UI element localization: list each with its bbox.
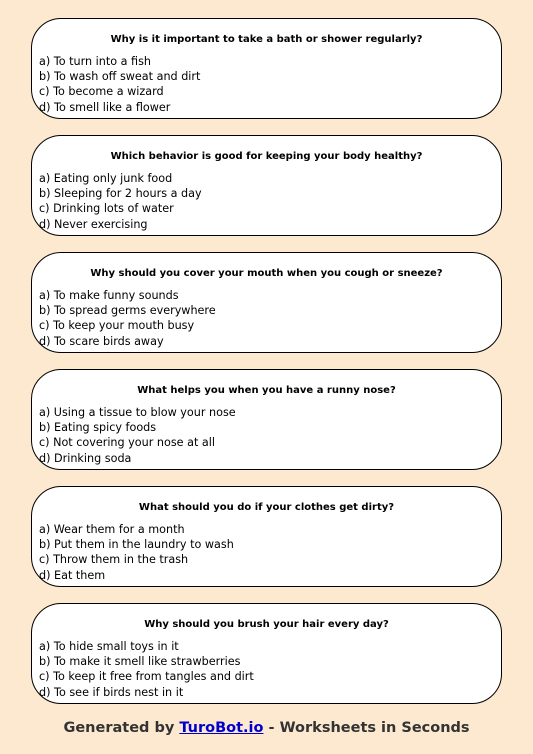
option-list [39, 405, 236, 466]
question-text: Why should you brush your hair every day? [144, 619, 389, 630]
question-card [31, 18, 502, 119]
option-d: d) Drinking soda [39, 451, 132, 465]
option-c: c) Drinking lots of water [39, 202, 174, 216]
question-text: What should you do if your clothes get dirty? [138, 502, 395, 513]
option-list [39, 288, 216, 349]
option-c: c) Throw them in the trash [39, 553, 189, 567]
question-card [31, 369, 502, 470]
option-list [39, 54, 200, 115]
option-d: d) Never exercising [39, 217, 148, 231]
option-d: d) To see if birds nest in it [39, 685, 184, 699]
turobot-link[interactable]: TuroBot.io [179, 720, 264, 736]
option-c: c) To keep your mouth busy [39, 319, 195, 333]
question-text: Why should you cover your mouth when you cough or sneeze? [90, 268, 443, 279]
option-a: a) To hide small toys in it [39, 640, 179, 653]
option-b: b) Put them in the laundry to wash [39, 538, 234, 552]
option-b: b) To spread germs everywhere [39, 304, 216, 318]
option-d: d) Eat them [39, 568, 106, 582]
option-list [39, 522, 234, 583]
option-d: d) To smell like a flower [39, 100, 171, 114]
question-card [31, 135, 502, 236]
option-c: c) To become a wizard [39, 85, 164, 99]
question-card [31, 486, 502, 587]
footer-prefix: Generated by [63, 720, 180, 736]
question-text: What helps you when you have a runny nose? [137, 385, 396, 396]
option-a: a) To turn into a fish [39, 55, 151, 68]
option-b: b) Eating spicy foods [39, 421, 157, 435]
option-c: c) Not covering your nose at all [39, 436, 215, 450]
option-a: a) Using a tissue to blow your nose [39, 406, 236, 419]
option-b: b) To make it smell like strawberries [39, 655, 241, 669]
option-d: d) To scare birds away [39, 334, 164, 348]
option-list [39, 171, 202, 232]
option-b: b) Sleeping for 2 hours a day [39, 187, 202, 201]
question-text: Why is it important to take a bath or shower regularly? [110, 34, 423, 45]
option-a: a) To make funny sounds [39, 289, 179, 302]
question-text: Which behavior is good for keeping your body healthy? [110, 151, 423, 162]
footer [0, 718, 533, 738]
question-card [31, 252, 502, 353]
footer-suffix: - Worksheets in Seconds [263, 720, 470, 736]
option-list [39, 639, 254, 700]
option-a: a) Eating only junk food [39, 172, 173, 185]
option-a: a) Wear them for a month [39, 523, 185, 536]
question-card [31, 603, 502, 704]
option-c: c) To keep it free from tangles and dirt [39, 670, 254, 684]
option-b: b) To wash off sweat and dirt [39, 70, 201, 84]
